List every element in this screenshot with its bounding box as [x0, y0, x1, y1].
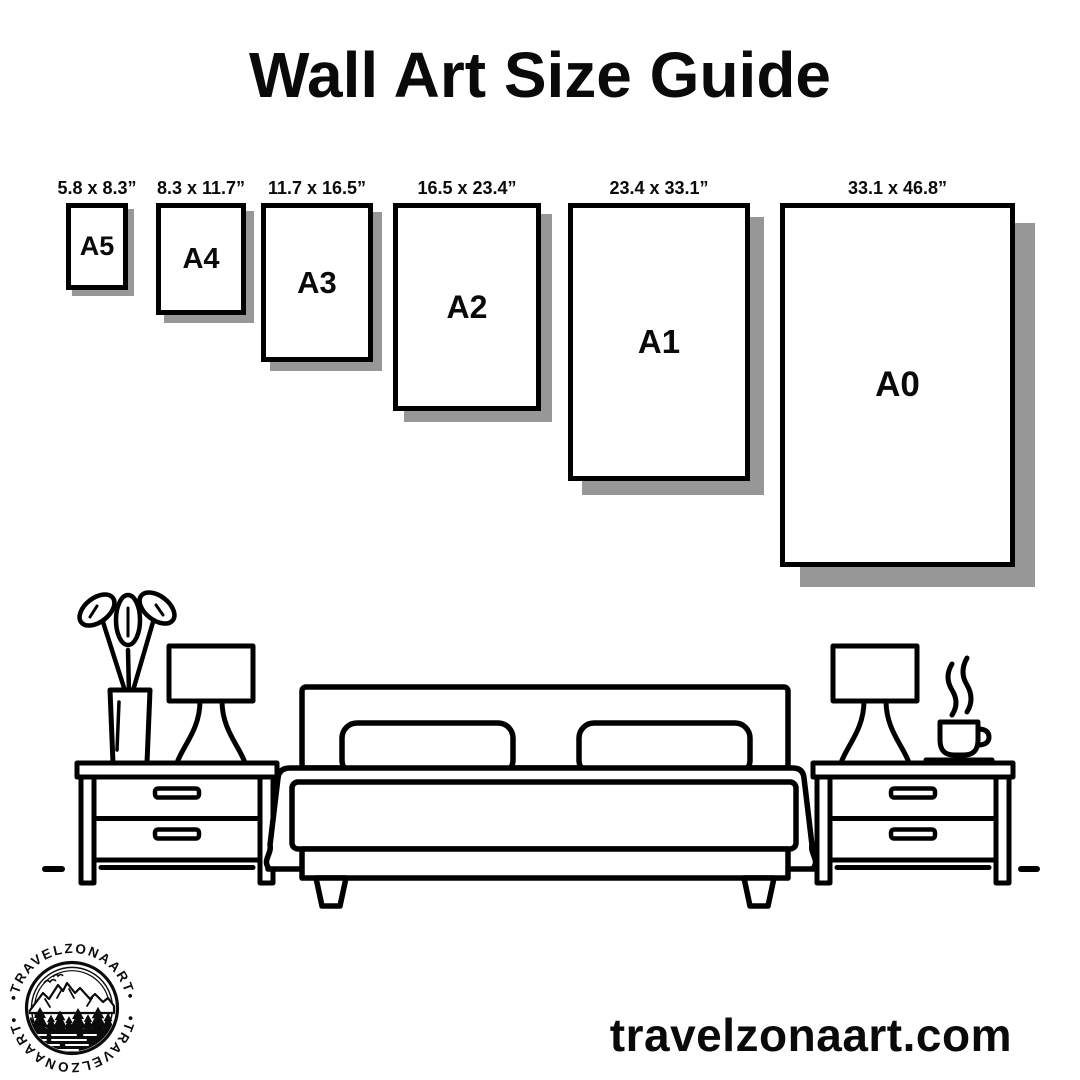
- frame-a2-dimensions: 16.5 x 23.4”: [417, 178, 517, 198]
- frame-a5-dimensions: 5.8 x 8.3”: [57, 178, 137, 198]
- frame-a5-label: A5: [79, 231, 115, 261]
- frame-a4-label: A4: [182, 242, 220, 275]
- website-url: travelzonaart.com: [609, 1009, 1012, 1061]
- bed-icon: [266, 687, 815, 906]
- frame-a1-label: A1: [637, 323, 681, 360]
- steam-icon: [963, 658, 971, 712]
- frame-a4-dimensions: 8.3 x 11.7”: [156, 178, 246, 198]
- logo-text-top: •TRAVELZONAART•: [5, 940, 139, 1002]
- frame-a0-dimensions: 33.1 x 46.8”: [847, 178, 948, 198]
- nightstand-icon: [77, 763, 277, 883]
- logo-text-bottom: •TRAVELZONAART•: [5, 1014, 139, 1076]
- coffee-mug-icon: [926, 658, 992, 760]
- table-lamp-icon: [169, 646, 253, 763]
- steam-icon: [948, 664, 956, 715]
- nightstand-icon: [813, 763, 1013, 883]
- flower-vase-icon: [74, 586, 180, 763]
- frame-a0-label: A0: [875, 365, 920, 404]
- frame-a3-label: A3: [297, 264, 337, 300]
- frame-a2-label: A2: [446, 288, 488, 325]
- page-title: Wall Art Size Guide: [249, 39, 831, 111]
- brand-logo: [0, 935, 160, 1080]
- frame-a3-dimensions: 11.7 x 16.5”: [267, 178, 367, 198]
- frame-a1-dimensions: 23.4 x 33.1”: [609, 178, 709, 198]
- table-lamp-icon: [833, 646, 917, 763]
